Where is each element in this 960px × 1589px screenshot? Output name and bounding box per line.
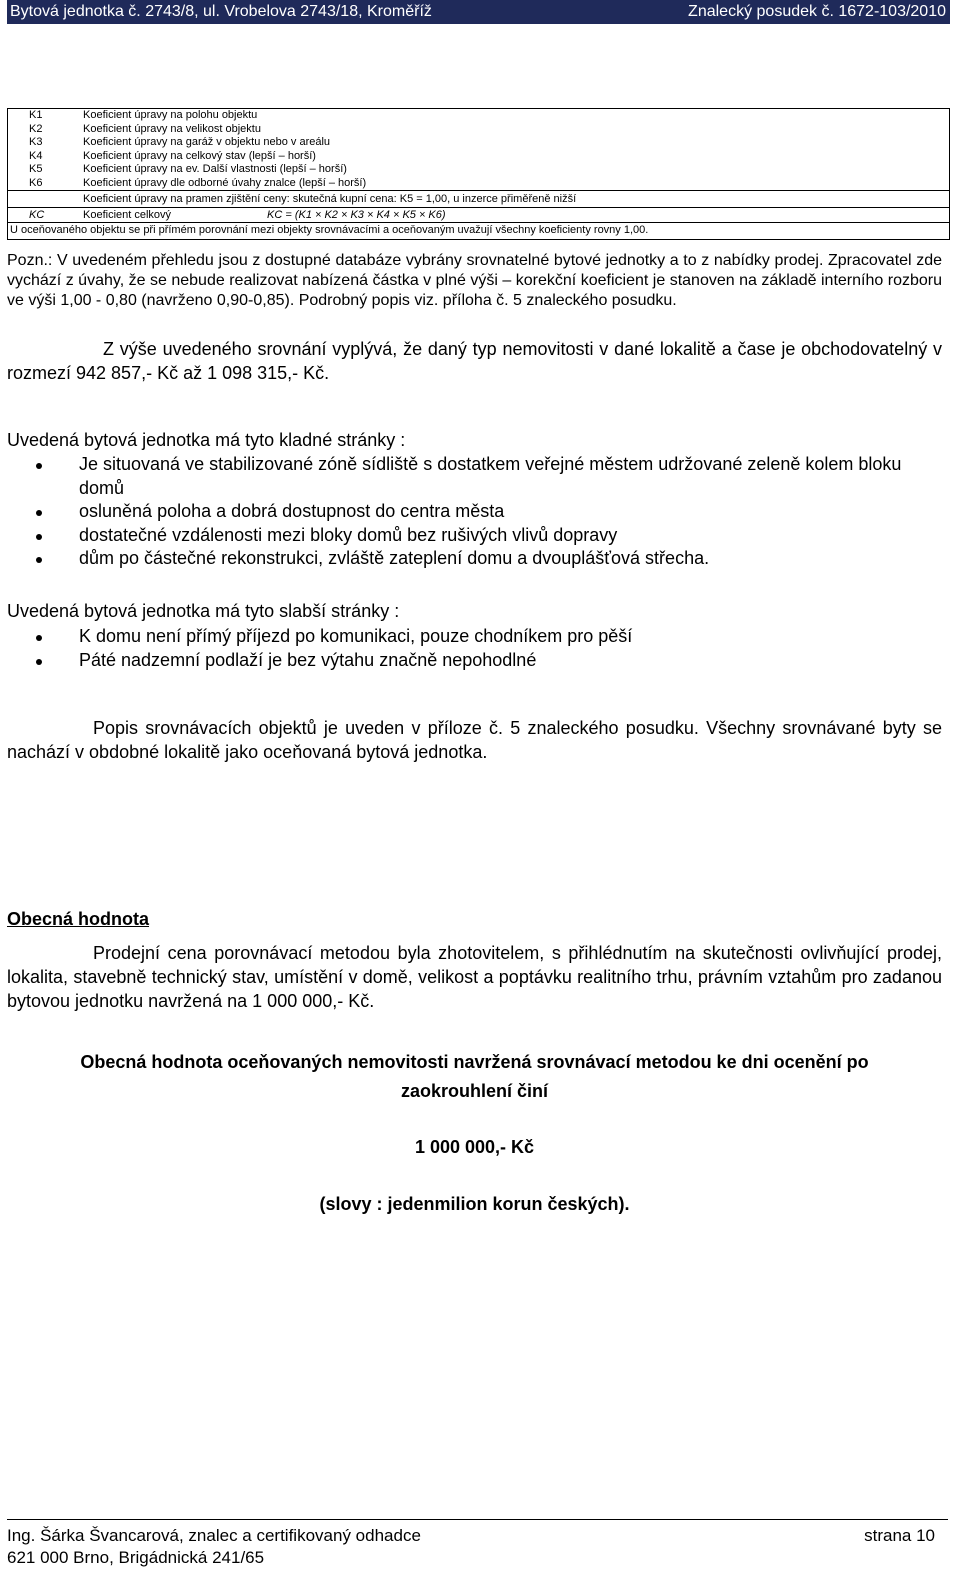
bullet-icon (36, 635, 42, 641)
bullet-icon (36, 557, 42, 563)
coef-desc: Koeficient úpravy na polohu objektu (83, 109, 950, 123)
coef-note: U oceňovaného objektu se při přímém porovnání mezi objekty srovnávacími a oceňovaným uvažují všechny koeficienty rovny 1,00. (8, 223, 950, 240)
coef-desc: Koeficient úpravy na celkový stav (lepší – horší) (83, 150, 950, 164)
coef-desc: Koeficient úpravy na ev. Další vlastnosti (lepší – horší) (83, 163, 950, 177)
comparison-note: Popis srovnávacích objektů je uveden v příloze č. 5 znaleckého posudku. Všechny srovnávané byty se nachází v obdobné lokalitě jako oceňovaná bytová jednotka. (7, 718, 942, 762)
general-value-words: (slovy : jedenmilion korun českých). (319, 1194, 630, 1214)
page-header (7, 0, 950, 24)
coef-source-row: Koeficient úpravy na pramen zjištění ceny: skutečná kupní cena: K5 = 1,00, u inzerce přiměřeně nižší (83, 191, 950, 208)
header-right-text: Znalecký posudek č. 1672-103/2010 (688, 3, 946, 20)
general-value-heading: Obecná hodnota (7, 909, 150, 929)
general-value-conclusion (7, 1048, 942, 1106)
list-item: dům po částečné rekonstrukci, zvláště zateplení domu a dvouplášťová střecha. (7, 547, 942, 571)
kc-code: KC (8, 207, 84, 223)
coef-code: K5 (8, 163, 84, 177)
footer-address: 621 000 Brno, Brigádnická 241/65 (7, 1548, 265, 1567)
weaknesses-heading: Uvedená bytová jednotka má tyto slabší stránky : (7, 601, 400, 621)
pozn-paragraph: Pozn.: V uvedeném přehledu jsou z dostupné databáze vybrány srovnatelné bytové jednotky a to z nabídky prodej. Zpracovatel zde vychází z úvahy, že se nebude realizovat nabízená částka v plné výši – korekční koeficient je stanoven na základě interního rozboru ve výši 1,00 - 0,80 (navrženo 0,90-0,85). Podrobný popis viz. příloha č. 5 znaleckého posudku. (7, 252, 942, 309)
coef-desc: Koeficient úpravy na garáž v objektu nebo v areálu (83, 136, 950, 150)
coef-code: K6 (8, 177, 84, 191)
conclusion-line: Obecná hodnota oceňovaných nemovitosti navržená srovnávací metodou ke dni ocenění po (80, 1052, 869, 1072)
coefficient-table (7, 108, 950, 240)
coef-desc: Koeficient úpravy na velikost objektu (83, 123, 950, 137)
footer-page-number: strana 10 (864, 1526, 935, 1545)
footer-author: Ing. Šárka Švancarová, znalec a certifikovaný odhadce (7, 1526, 421, 1545)
strengths-list (7, 453, 942, 571)
list-item: Je situovaná ve stabilizované zóně sídliště s dostatkem veřejné městem udržované zeleně kolem bloku domů (7, 453, 942, 500)
summary-paragraph: Z výše uvedeného srovnání vyplývá, že daný typ nemovitosti v dané lokalitě a čase je obchodovatelný v rozmezí 942 857,- Kč až 1 098 315,- Kč. (7, 339, 942, 383)
general-value-amount: 1 000 000,- Kč (414, 1137, 535, 1157)
coef-desc: Koeficient úpravy dle odborné úvahy znalce (lepší – horší) (83, 177, 950, 191)
coef-code: K2 (8, 123, 84, 137)
list-item: Páté nadzemní podlaží je bez výtahu značně nepohodlné (7, 649, 942, 673)
general-value-paragraph: Prodejní cena porovnávací metodou byla zhotovitelem, s přihlédnutím na skutečnosti ovlivňující prodej, lokalita, stavebně technický stav, umístění v domě, velikost a poptávku realitního trhu, právním vztahům pro zadanou bytovou jednotku navržená na 1 000 000,- Kč. (7, 943, 942, 1011)
header-left-text: Bytová jednotka č. 2743/8, ul. Vrobelova 2743/18, Kroměříž (10, 3, 432, 20)
list-item: osluněná poloha a dobrá dostupnost do centra města (7, 500, 942, 524)
kc-formula: KC = (K1 × K2 × K3 × K4 × K5 × K6) (267, 208, 446, 221)
kc-label: Koeficient celkový (83, 208, 172, 221)
bullet-icon (36, 659, 42, 665)
kc-row (83, 207, 950, 223)
conclusion-line: zaokrouhlení činí (400, 1081, 549, 1101)
bullet-icon (36, 510, 42, 516)
list-item: dostatečné vzdálenosti mezi bloky domů bez rušivých vlivů dopravy (7, 524, 942, 548)
bullet-icon (36, 534, 42, 540)
coef-code: K1 (8, 109, 84, 123)
list-item: K domu není přímý příjezd po komunikaci, pouze chodníkem pro pěší (7, 625, 942, 649)
strengths-heading: Uvedená bytová jednotka má tyto kladné stránky : (7, 430, 406, 450)
footer-divider (7, 1519, 948, 1520)
bullet-icon (36, 463, 42, 469)
weaknesses-list (7, 625, 942, 672)
coef-code: K3 (8, 136, 84, 150)
coef-code: K4 (8, 150, 84, 164)
